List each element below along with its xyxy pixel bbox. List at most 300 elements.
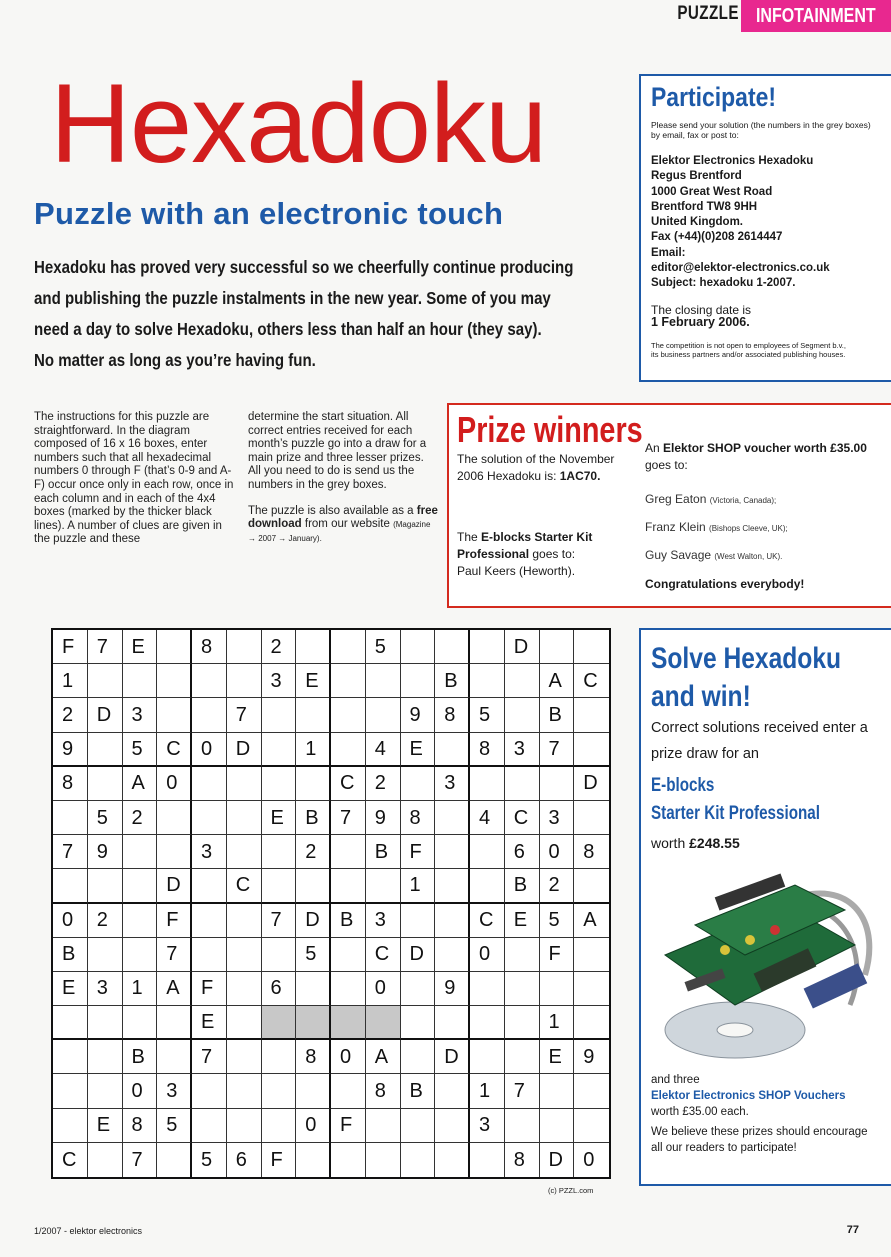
grid-cell [470,1040,505,1074]
grid-cell [227,1006,262,1040]
grid-cell [192,869,227,903]
grid-cell [574,733,609,767]
grid-cell: B [435,664,470,698]
grid-cell [470,630,505,664]
grid-cell [53,1074,88,1108]
grid-cell [505,698,540,732]
grid-cell [262,869,297,903]
grid-cell [88,1143,123,1177]
solve-text: Correct solutions received enter a prize draw for an [651,720,868,762]
worth-value: £248.55 [689,835,740,851]
grid-cell: D [227,733,262,767]
grid-cell: B [296,801,331,835]
grid-cell [192,767,227,801]
grid-cell [574,1109,609,1143]
footer-issue: 1/2007 - elektor electronics [34,1226,143,1236]
closing-date [651,304,751,328]
grid-cell [88,767,123,801]
grid-cell [435,733,470,767]
grid-cell: C [227,869,262,903]
grid-cell: 1 [401,869,436,903]
grid-cell: E [123,630,158,664]
grid-cell: 6 [505,835,540,869]
grid-cell: 9 [53,733,88,767]
grid-cell [505,1109,540,1143]
grid-cell [262,938,297,972]
voucher-prize: Elektor SHOP voucher worth £35.00 [663,441,867,455]
grid-cell [88,869,123,903]
grid-cell: F [401,835,436,869]
grid-cell: 0 [123,1074,158,1108]
grid-cell: 3 [366,904,401,938]
grid-cell [296,1006,331,1040]
grid-cell [435,630,470,664]
grid-cell: 7 [331,801,366,835]
grid-cell [227,904,262,938]
grid-cell [470,664,505,698]
grid-cell: 0 [192,733,227,767]
address-line: United Kingdom. [651,216,743,229]
grid-cell [401,972,436,1006]
grid-cell: B [123,1040,158,1074]
grid-cell [574,972,609,1006]
grid-cell: 0 [53,904,88,938]
grid-cell: 8 [366,1074,401,1108]
grid-cell [401,1109,436,1143]
grid-cell: 2 [88,904,123,938]
winner-place: (Bishops Cleeve, UK); [709,524,788,533]
grid-cell: F [53,630,88,664]
grid-cell [435,938,470,972]
grid-cell [435,835,470,869]
grid-cell [505,972,540,1006]
grid-cell: 9 [366,801,401,835]
grid-cell [505,664,540,698]
grid-cell [331,664,366,698]
grid-cell: 6 [262,972,297,1006]
grid-cell: B [401,1074,436,1108]
grid-cell: 1 [296,733,331,767]
grid-cell: E [192,1006,227,1040]
grid-cell [227,938,262,972]
grid-cell: 7 [157,938,192,972]
page-number: 77 [846,1224,859,1236]
voucher-winners [645,440,885,593]
intro-line: and publishing the puzzle instalments in the new year. Some of you may [34,288,551,308]
closing-date-value: 1 February 2006. [651,315,750,329]
grid-cell: F [331,1109,366,1143]
solve-box [639,628,891,1186]
grid-cell: 0 [296,1109,331,1143]
grid-cell [53,869,88,903]
grid-cell: E [540,1040,575,1074]
grid-cell: 9 [574,1040,609,1074]
grid-cell: 2 [296,835,331,869]
grid-cell [435,869,470,903]
instructions-column-2 [248,411,438,557]
solve-prize-name [651,772,820,828]
voucher-text [645,440,885,474]
grid-cell [331,733,366,767]
grid-cell: 0 [331,1040,366,1074]
grid-cell [505,1040,540,1074]
grid-cell [123,938,158,972]
grid-cell: B [366,835,401,869]
section-tag [741,0,891,32]
email-link[interactable]: editor@elektor-electronics.co.uk [651,262,830,275]
grid-cell: D [157,869,192,903]
grid-cell [88,938,123,972]
grid-cell [88,1040,123,1074]
grid-cell [540,630,575,664]
download-text-2: from our website [304,518,390,531]
participate-title: Participate! [651,82,777,112]
grid-cell: 7 [192,1040,227,1074]
grid-cell [470,1143,505,1177]
grid-cell: 5 [157,1109,192,1143]
grid-cell [574,869,609,903]
grid-cell [574,801,609,835]
grid-cell: C [470,904,505,938]
grid-cell [296,630,331,664]
solution-text [457,451,637,485]
grid-cell: 7 [262,904,297,938]
grid-cell [331,1006,366,1040]
grid-cell: 3 [192,835,227,869]
grid-cell: 8 [192,630,227,664]
grid-cell: 4 [470,801,505,835]
grid-cell: 2 [540,869,575,903]
grid-cell: C [53,1143,88,1177]
grid-cell [123,835,158,869]
grid-cell [157,1040,192,1074]
closing-label: The closing date is [651,303,752,317]
grid-cell [331,1074,366,1108]
grid-cell: 1 [470,1074,505,1108]
grid-cell [262,767,297,801]
grid-cell: 8 [435,698,470,732]
grid-cell [227,972,262,1006]
grid-cell: C [366,938,401,972]
solve-worth [651,835,740,851]
grid-cell [123,664,158,698]
grid-cell: 8 [574,835,609,869]
grid-cell [574,1074,609,1108]
grid-cell [262,1074,297,1108]
grid-cell [157,801,192,835]
grid-cell: 8 [296,1040,331,1074]
grid-cell: 7 [227,698,262,732]
grid-cell: 9 [88,835,123,869]
grid-cell [53,801,88,835]
winner-name: Greg Eaton [645,492,707,506]
grid-cell [157,835,192,869]
grid-cell [296,1074,331,1108]
grid-cell: 7 [505,1074,540,1108]
intro-line: No matter as long as you’re having fun. [34,350,316,370]
grid-cell: 8 [470,733,505,767]
participate-box [639,74,891,382]
intro-paragraph [34,252,624,376]
grid-cell: 5 [88,801,123,835]
grid-cell: 8 [401,801,436,835]
grid-cell: 7 [88,630,123,664]
grid-cell [435,1143,470,1177]
grid-cell [53,1109,88,1143]
participate-intro: Please send your solution (the numbers in the grey boxes) by email, fax or post to: [651,120,871,140]
grid-cell [192,1074,227,1108]
grid-cell: F [157,904,192,938]
grid-cell [296,869,331,903]
address-line: Subject: hexadoku 1-2007. [651,277,796,290]
grid-cell [435,1109,470,1143]
grid-cell [505,1006,540,1040]
grid-cell [192,801,227,835]
intro-line: Hexadoku has proved very successful so we cheerfully continue producing [34,257,574,277]
eblocks-kit-image [655,865,883,1065]
grid-cell: A [366,1040,401,1074]
winner-name: Guy Savage [645,548,712,562]
grid-cell: 3 [470,1109,505,1143]
grid-cell [331,972,366,1006]
solve-bottom-line: worth £35.00 each. [651,1106,749,1118]
grid-cell: 3 [123,698,158,732]
grid-cell: 0 [157,767,192,801]
grid-cell [157,698,192,732]
grid-cell [88,1006,123,1040]
grid-cell [227,630,262,664]
grid-cell [401,767,436,801]
grid-cell [123,1006,158,1040]
grid-cell [88,1074,123,1108]
download-note [248,505,438,546]
grid-cell [88,733,123,767]
grid-cell [574,1006,609,1040]
kit-winner-text [457,529,637,580]
grid-cell: A [540,664,575,698]
grid-cell [123,869,158,903]
grid-cell [262,1109,297,1143]
grid-cell [540,972,575,1006]
solution-code: 1AC70. [559,469,601,483]
worth-label: worth [651,835,686,851]
grid-cell: E [296,664,331,698]
winner-item [645,486,885,514]
grid-cell: 2 [53,698,88,732]
grid-cell [262,835,297,869]
grid-cell [157,1006,192,1040]
grid-cell [331,630,366,664]
grid-cell: A [574,904,609,938]
grid-cell [227,1109,262,1143]
grid-cell: D [540,1143,575,1177]
kit-text-2: goes to: [532,547,576,561]
page-subtitle: Puzzle with an electronic touch [34,196,504,231]
grid-cell: 7 [123,1143,158,1177]
solve-prize-line: E-blocks [651,775,715,796]
grid-cell [227,664,262,698]
grid-cell: E [53,972,88,1006]
grid-cell: 9 [401,698,436,732]
grid-cell: 5 [540,904,575,938]
grid-cell: 4 [366,733,401,767]
grid-cell: 1 [123,972,158,1006]
grid-cell [227,1074,262,1108]
grid-cell: E [88,1109,123,1143]
grid-cell [401,1143,436,1177]
grid-cell: 2 [366,767,401,801]
grid-cell: 7 [540,733,575,767]
winner-place: (Victoria, Canada); [709,496,777,505]
grid-cell [401,630,436,664]
grid-cell [574,698,609,732]
grid-cell: 0 [583,1148,595,1171]
grid-cell [401,904,436,938]
grid-cell: C [331,767,366,801]
grid-cell [470,835,505,869]
address-line: Email: [651,246,686,259]
grid-cell [366,1109,401,1143]
prize-winners-box [447,403,891,608]
grid-cell [366,1143,401,1177]
grid-cell: 3 [435,767,470,801]
voucher-text-a: An [645,441,660,455]
grid-cell: 3 [262,664,297,698]
congratulations: Congratulations everybody! [645,577,805,591]
grid-cell [574,630,609,664]
instructions-text-2: determine the start situation. All correct entries received for each month’s puzzle go into a draw for a main prize and three lesser prizes. All you need to do is send us the numbers in the grey boxes. [248,411,427,491]
grid-cell [262,1040,297,1074]
grid-cell [505,767,540,801]
grid-cell [540,1109,575,1143]
address-line: Regus Brentford [651,170,742,183]
grid-cell: 8 [53,767,88,801]
solve-prize-line: Starter Kit Professional [651,803,820,824]
grid-cell [366,1006,401,1040]
grid-cell [262,733,297,767]
grid-cell: C [157,733,192,767]
grid-cell [366,698,401,732]
grid-cell [192,1109,227,1143]
grid-cell: C [505,801,540,835]
section-tag-text: INFOTAINMENT [756,5,876,27]
grid-cell: 2 [262,630,297,664]
grid-cell [470,1006,505,1040]
grid-cell: 3 [505,733,540,767]
address-line: 1000 Great West Road [651,185,773,198]
grid-cell [53,1006,88,1040]
winner-item [645,542,885,570]
grid-cell: 5 [192,1143,227,1177]
grid-cell: B [540,698,575,732]
grid-cell: 1 [53,664,88,698]
grid-cell [331,835,366,869]
grid-cell: 8 [505,1143,540,1177]
grid-cell [123,904,158,938]
grid-cell: D [505,630,540,664]
winner-name: Franz Klein [645,520,706,534]
solve-title-line: Solve Hexadoku [651,642,842,675]
grid-cell [435,904,470,938]
kit-text: The [457,530,478,544]
grid-cell [227,835,262,869]
grid-cell [540,1074,575,1108]
grid-cell: F [540,938,575,972]
competition-note: The competition is not open to employees of Segment b.v., its business partners and/or associated publishing houses. [651,341,846,359]
grid-cell: 0 [366,972,401,1006]
download-text: The puzzle is also available as a [248,504,414,517]
grid-cell [53,1040,88,1074]
grid-cell: 1 [540,1006,575,1040]
section-label: PUZZLE [677,3,739,24]
grid-cell [227,767,262,801]
grid-cell [296,1143,331,1177]
grid-cell: 5 [296,938,331,972]
grid-cell: D [435,1040,470,1074]
grid-cell [366,664,401,698]
grid-cell: A [123,767,158,801]
intro-line: need a day to solve Hexadoku, others less than half an hour (they say). [34,319,542,339]
grid-cell [192,904,227,938]
download-emphasis: free download [248,504,438,531]
voucher-text-c: goes to: [645,458,688,472]
grid-cell: E [401,733,436,767]
grid-cell: 0 [470,938,505,972]
grid-cell [401,1006,436,1040]
grid-cell [157,1143,192,1177]
kit-prize-name: E-blocks Starter Kit Professional [457,530,593,561]
grid-cell [227,801,262,835]
instructions-text: The instructions for this puzzle are straightforward. In the diagram composed of 16 x 16 boxes, enter numbers such that all hexadecimal numbers 0 through F (that’s 0-9 and A-F) occur once only in each row, once in each column and in each of the 4x4 boxes (marked by the thicker black lines). A number of clues are given in the puzzle and these [34,411,234,546]
grid-cell [296,698,331,732]
page-title: Hexadoku [50,61,547,186]
grid-cell [401,1040,436,1074]
grid-cell: 0 [540,835,575,869]
grid-cell: D [401,938,436,972]
solve-bottom-text [651,1072,881,1156]
grid-cell [192,664,227,698]
grid-cell [505,938,540,972]
instructions-column-1 [34,411,236,559]
address-line: Elektor Electronics Hexadoku [651,155,814,167]
grid-cell: 5 [366,630,401,664]
grid-cell: 8 [123,1109,158,1143]
grid-cell [331,869,366,903]
grid-cell: 5 [123,733,158,767]
grid-cell: E [505,904,540,938]
solution-label: The solution of the November 2006 Hexadoku is: [457,452,615,483]
solve-vouchers: Elektor Electronics SHOP Vouchers [651,1090,846,1102]
grid-cell [331,938,366,972]
grid-cell: 7 [53,835,88,869]
grid-cell: B [53,938,88,972]
grid-cell: 3 [540,801,575,835]
grid-cell: 3 [157,1074,192,1108]
grid-cell [192,698,227,732]
grid-cell: A [157,972,192,1006]
winner-place: (West Walton, UK). [714,552,783,561]
solve-bottom-line: and three [651,1074,700,1086]
grid-cell: B [505,869,540,903]
grid-cell [470,972,505,1006]
grid-cell: 5 [470,698,505,732]
grid-cell [435,801,470,835]
grid-cell [401,664,436,698]
grid-cell: E [262,801,297,835]
grid-cell: 2 [123,801,158,835]
participate-address [651,154,889,292]
grid-cell [296,767,331,801]
